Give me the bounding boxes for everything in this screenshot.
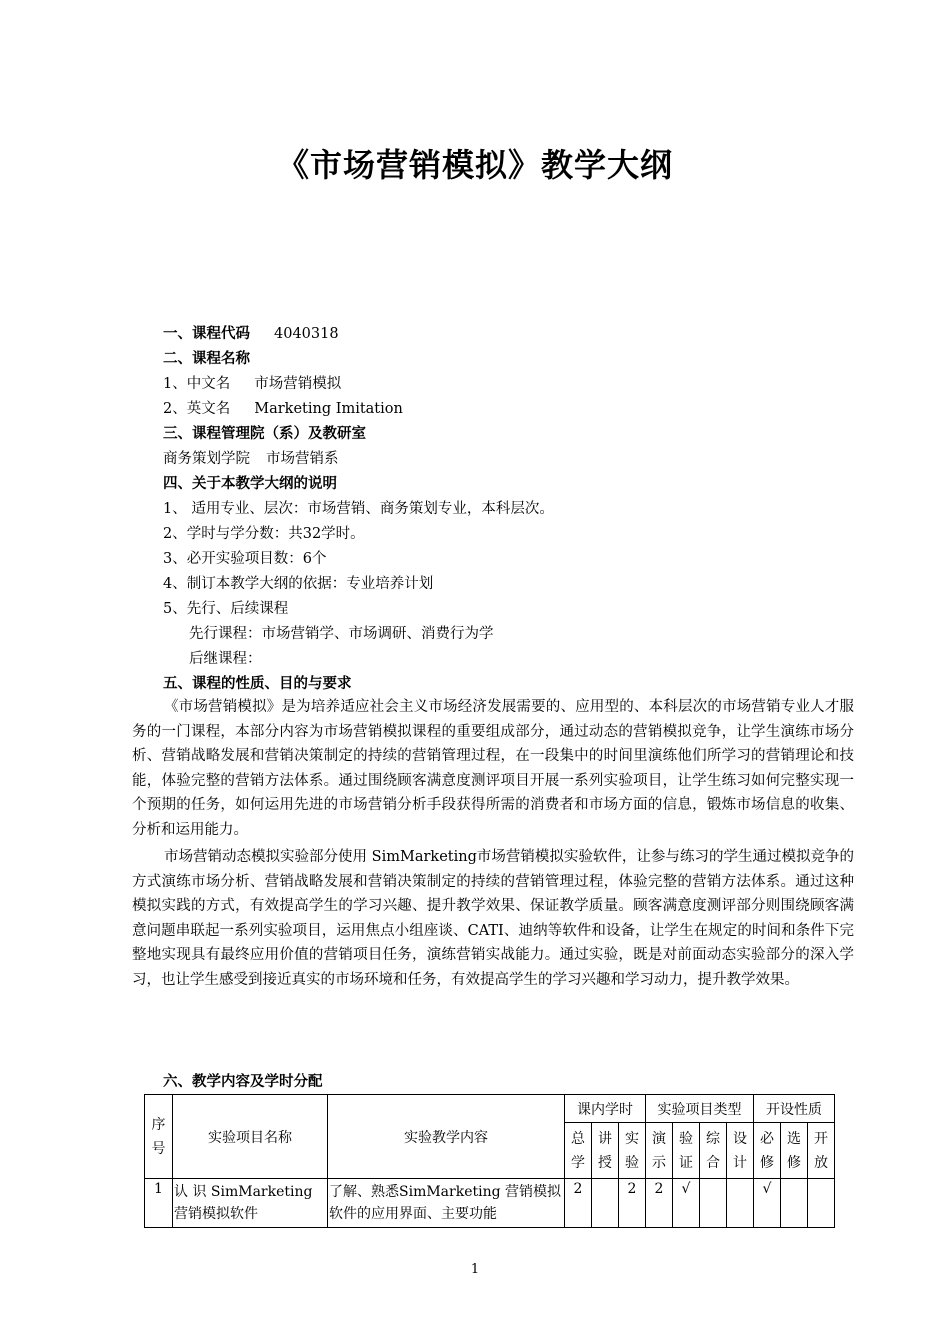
table-row: [145, 1179, 835, 1228]
subheader-cell: 实验: [619, 1123, 646, 1179]
subheader-cell: 验证: [673, 1123, 700, 1179]
body-paragraph: 《市场营销模拟》是为培养适应社会主义市场经济发展需要的、应用型的、本科层次的市场营销专业人才服务的一门课程，本部分内容为市场营销模拟课程的重要组成部分，通过动态的营销模拟竞争，让学生演练市场分析、营销战略发展和营销决策制定的持续的营销管理过程，在一段集中的时间里演练他们所学习的营销理论和技能，体验完整的营销方法体系。通过围绕顾客满意度测评项目开展一系列实验项目，让学生练习如何完整实现一个预期的任务，如何运用先进的市场营销分析手段获得所需的消费者和市场方面的信息，锻炼市场信息的收集、分析和运用能力。: [132, 699, 854, 838]
english-name: Marketing Imitation: [254, 401, 403, 417]
header-seq: 序号: [145, 1095, 173, 1179]
header-course-nature: 开设性质: [754, 1095, 835, 1123]
school-name: 商务策划学院: [163, 451, 250, 467]
course-code: 4040318: [274, 326, 339, 342]
subheader-cell: 讲授: [592, 1123, 619, 1179]
row-cell: [592, 1179, 619, 1228]
header-class-hours: 课内学时: [565, 1095, 646, 1123]
row-cell: 2: [646, 1179, 673, 1228]
row-seq: 1: [145, 1179, 173, 1228]
row-cell: √: [754, 1179, 781, 1228]
follow-up-courses: 后继课程：: [189, 651, 262, 667]
row-cell: 2: [565, 1179, 592, 1228]
note-item: 1、 适用专业、层次：市场营销、商务策划专业，本科层次。: [163, 501, 554, 517]
row-content: 了解、熟悉SimMarketing 营销模拟软件的应用界面、主要功能: [328, 1179, 565, 1228]
note-item: 4、制订本教学大纲的依据：专业培养计划: [163, 576, 434, 592]
subheader-cell: 设计: [727, 1123, 754, 1179]
header-name: 实验项目名称: [173, 1095, 328, 1179]
course-info: [163, 322, 853, 697]
note-item: 5、先行、后续课程: [163, 601, 289, 617]
body-paragraph: 市场营销动态模拟实验部分使用 SimMarketing市场营销模拟实验软件，让参与练习的学生通过模拟竞争的方式演练市场分析、营销战略发展和营销决策制定的持续的营销管理过程，体验完整的营销方法体系。通过这种模拟实践的方式，有效提高学生的学习兴趣、提升教学效果、保证教学质量。顾客满意度测评部分则围绕顾客满意问题串联起一系列实验项目，运用焦点小组座谈、CATI、迪纳等软件和设备，让学生在规定的时间和条件下完整地实现具有最终应用价值的营销项目任务，演练营销实战能力。通过实验，既是对前面动态实验部分的深入学习，也让学生感受到接近真实的市场环境和任务，有效提高学生的学习兴趣和学习动力，提升教学效果。: [132, 849, 854, 988]
section-heading: 三、课程管理院（系）及教研室: [163, 426, 366, 442]
course-code-line: [163, 322, 853, 347]
section-heading: 五、课程的性质、目的与要求: [163, 676, 352, 692]
subheader-cell: 总学: [565, 1123, 592, 1179]
prerequisite-courses: 先行课程：市场营销学、市场调研、消费行为学: [189, 626, 494, 642]
section-heading: 一、课程代码: [163, 326, 250, 342]
row-cell: [700, 1179, 727, 1228]
page-number: 1: [470, 1262, 480, 1277]
schedule-table: [144, 1094, 835, 1228]
department-line: [163, 447, 853, 472]
subheader-cell: 开放: [808, 1123, 835, 1179]
row-cell: [781, 1179, 808, 1228]
chinese-name: 市场营销模拟: [254, 376, 342, 392]
row-cell: √: [673, 1179, 700, 1228]
section-heading: 二、课程名称: [163, 351, 250, 367]
section-heading: 四、关于本教学大纲的说明: [163, 476, 337, 492]
header-content: 实验教学内容: [328, 1095, 565, 1179]
subheader-cell: 综合: [700, 1123, 727, 1179]
subheader-cell: 演示: [646, 1123, 673, 1179]
row-name: 认 识 SimMarketing营销模拟软件: [173, 1179, 328, 1228]
note-item: 3、必开实验项目数：6个: [163, 551, 327, 567]
section-heading: 六、教学内容及学时分配: [163, 1074, 323, 1090]
subheader-cell: 必修: [754, 1123, 781, 1179]
row-cell: [808, 1179, 835, 1228]
english-name-line: 2、英文名 Marketing Imitation: [163, 401, 403, 417]
page-title: 《市场营销模拟》教学大纲: [276, 146, 673, 184]
row-cell: 2: [619, 1179, 646, 1228]
header-project-type: 实验项目类型: [646, 1095, 754, 1123]
note-item: 2、学时与学分数：共32学时。: [163, 526, 365, 542]
subheader-cell: 选修: [781, 1123, 808, 1179]
row-cell: [727, 1179, 754, 1228]
office-name: 市场营销系: [266, 451, 339, 467]
chinese-name-line: 1、中文名 市场营销模拟: [163, 376, 342, 392]
